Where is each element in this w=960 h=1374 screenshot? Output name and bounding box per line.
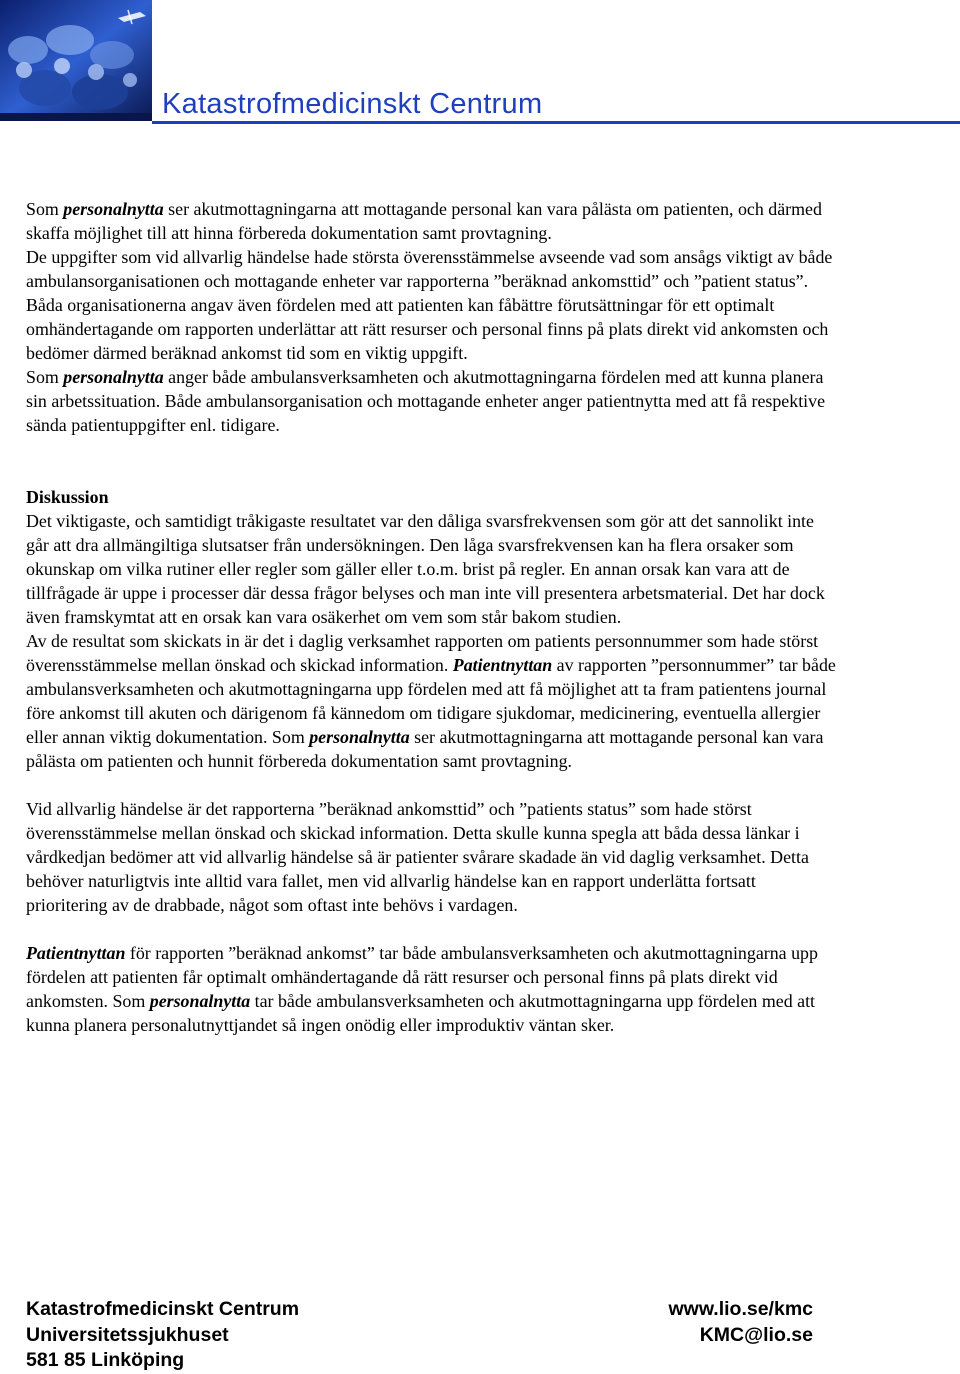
footer-contact [640,1297,813,1348]
section-heading-diskussion: Diskussion [26,487,109,507]
text-span: Som [26,367,64,387]
text-span: av rapporten ”personnummer” tar både ambulansverksamheten och akutmottagningarna upp fördelen med att få möjlighet att ta fram patientens journal före ankomst till akuten och därigenom få kännedom om tidigare sjukdomar, medicinering, eventuella allergier eller annan viktig dokumentation. Som [26,655,836,747]
spacer [26,917,841,941]
paragraph-patientnyttan [26,941,841,1037]
spacer [26,437,841,485]
header-divider [152,121,960,124]
paragraph-organisationerna: Båda organisationerna angav även fördelen med att patienten kan fåbättre förutsättningar för ett optimalt omhändertagande om rapporten underlättar att rätt resurser och personal finns på plats direkt vid ankomsten och bedömer därmed beräknad ankomst tid som en viktig uppgift. [26,295,829,363]
footer-website-link[interactable]: www.lio.se/kmc [668,1298,813,1320]
paragraph-personnummer [26,629,841,773]
footer-org-name: Katastrofmedicinskt Centrum [26,1298,300,1320]
text-span: Av de resultat som skickats in är det i daglig verksamhet rapporten om patients personnummer som hade störst överensstämmelse mellan önskad och skickad information. [26,631,819,675]
emphasis-term: personalnytta [63,367,164,387]
text-span: ser akutmottagningarna att mottagande personal kan vara pålästa om patienten och hunnit förbereda dokumentation samt provtagning. [26,727,824,771]
paragraph-svarsfrekvens: Det viktigaste, och samtidigt tråkigaste resultatet var den dåliga svarsfrekvensen som gör att det sannolikt inte går att dra allmängiltiga slutsatser från undersökningen. Den låga svarsfrekvensen kan ha flera orsaker som okunskap om vilka rutiner eller regler som gäller eller t.o.m. brist på regler. En annan orsak kan vara att de tillfrågade är uppe i processer där dessa frågor belyses och man inte vill presentera arbetsmaterial. Det har dock även framskymtat att en orsak kan vara osäkerhet om vem som står bakom studien. [26,511,825,627]
paragraph-planera [26,365,841,437]
header-title: Katastrofmedicinskt Centrum [162,88,543,120]
footer-postal-address: 581 85 Linköping [26,1349,185,1371]
medical-team-photo-logo [0,0,152,121]
emphasis-term: Patientnyttan [452,655,553,675]
text-span: anger både ambulansverksamheten och akutmottagningarna fördelen med att kunna planera sin arbetssituation. Både ambulansorganisation och mottagande enheter anger patientnytta med att få respektive sända patientuppgifter enl. tidigare. [26,367,826,435]
footer-hospital: Universitetssjukhuset [26,1323,229,1346]
text-span: tar både ambulansverksamheten och akutmottagningarna upp fördelen med att kunna planera personalutnyttjandet så ingen onödig eller improduktiv väntan sker. [26,991,816,1035]
paragraph-personalnytta-intro [26,197,841,245]
paragraph-allvarlig-handelse: Vid allvarlig händelse är det rapporterna ”beräknad ankomsttid” och ”patients status” som hade störst överensstämmelse mellan önskad och skickad information. Detta skulle kunna spegla att båda dessa länkar i vårdkedjan bedömer att vid allvarlig händelse så är patienter svårare skadade än vid daglig verksamhet. Detta behöver naturligtvis inte alltid vara fallet, men vid allvarlig händelse kan en rapport underlätta fortsatt prioritering av de drabbade, något som oftast inte behövs i vardagen. [26,799,809,915]
spacer [26,773,841,797]
paragraph-uppgifter: De uppgifter som vid allvarlig händelse hade största överensstämmelse avseende vad som ansågs viktigt av både ambulansorganisationen och mottagande enheter var rapporterna ”beräknad ankomsttid” och ”patient status”. [26,247,833,291]
emphasis-term: Patientnyttan [26,943,126,963]
text-span: Som [26,199,64,219]
text-span: för rapporten ”beräknad ankomst” tar både ambulansverksamheten och akutmottagningarna upp fördelen att patienten får optimalt omhändertagande då rätt resurser och personal finns på plats direkt vid ankomsten. Som [26,943,818,1011]
emphasis-term: personalnytta [63,199,164,219]
emphasis-term: personalnytta [149,991,251,1011]
document-body [26,197,841,1037]
emphasis-term: personalnytta [309,727,410,747]
text-span: ser akutmottagningarna att mottagande personal kan vara pålästa om patienten, och därmed skaffa möjlighet till att hinna förbereda dokumentation samt provtagning. [26,199,822,243]
footer-email-link[interactable]: KMC@lio.se [699,1323,813,1346]
footer-address [26,1297,299,1374]
